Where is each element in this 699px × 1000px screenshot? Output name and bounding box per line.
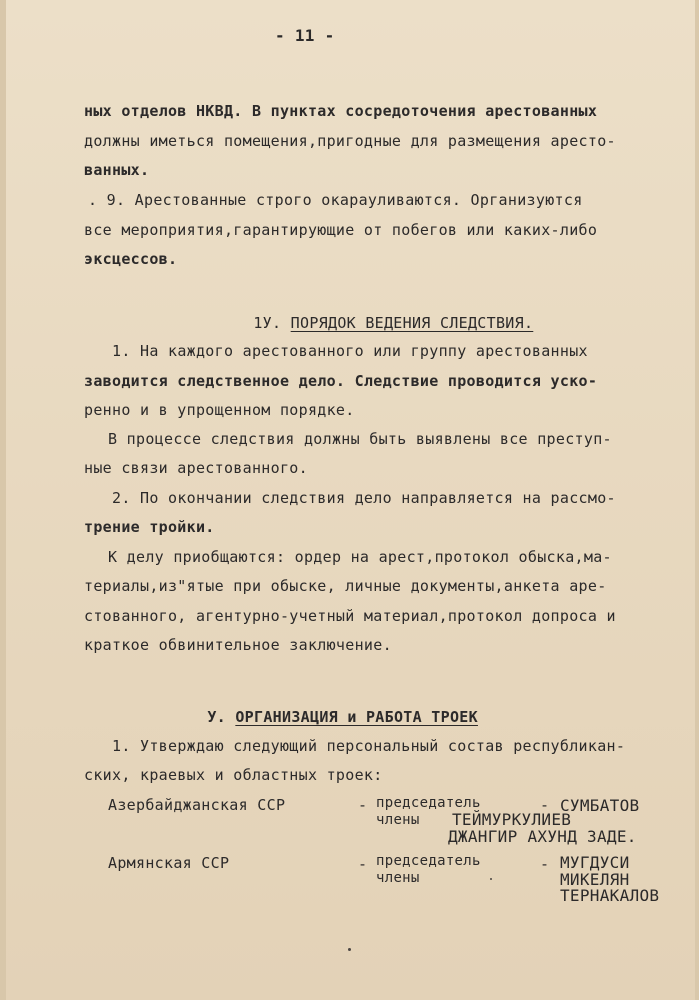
role-members: члены <box>376 812 420 828</box>
chair-name: МУГДУСИ <box>560 853 630 872</box>
text-line: ные связи арестованного. <box>84 459 308 477</box>
text-line: териалы,из"ятые при обыске, личные документы,анкета аре- <box>84 577 607 595</box>
republic-name: Армянская ССР <box>108 854 230 872</box>
page-left-edge <box>0 0 6 1000</box>
text-line: все мероприятия,гарантирующие от побегов или каких-либо <box>84 221 598 239</box>
republic-name: Азербайджанская ССР <box>108 796 286 814</box>
text-line: 1. Утверждаю следующий персональный состав республикан- <box>112 737 626 755</box>
section-title: ПОРЯДОК ВЕДЕНИЯ СЛЕДСТВИЯ. <box>290 314 534 332</box>
role-chair: председатель <box>376 795 481 811</box>
text-line: должны иметься помещения,пригодные для размещения аресто- <box>84 132 616 150</box>
text-line: 1. На каждого арестованного или группу арестованных <box>112 342 588 360</box>
text-line: 2. По окончании следствия дело направляется на рассмо- <box>112 489 616 507</box>
text-line: . 9. Арестованные строго окарауливаются. Организуются <box>88 191 583 209</box>
role-chair: председатель <box>376 853 481 869</box>
section-number: У. <box>207 708 226 726</box>
role-members: члены <box>376 870 420 886</box>
text-line: эксцессов. <box>84 250 178 268</box>
text-line: К делу приобщаются: ордер на арест,протокол обыска,ма- <box>108 548 612 566</box>
page-number: - 11 - <box>275 26 335 45</box>
ink-speck <box>490 878 492 880</box>
text-line: ванных. <box>84 161 150 179</box>
text-line: заводится следственное дело. Следствие проводится уско- <box>84 372 598 390</box>
member-name: ТЕЙМУРКУЛИЕВ <box>452 810 572 829</box>
member-name: МИКЕЛЯН <box>560 870 630 889</box>
member-name: ТЕРНАКАЛОВ <box>560 886 660 905</box>
section-heading-v <box>170 690 478 744</box>
dash: - <box>358 855 368 873</box>
text-line: ных отделов НКВД. В пунктах сосредоточения арестованных <box>84 102 598 120</box>
section-title: ОРГАНИЗАЦИЯ и РАБОТА ТРОЕК <box>235 708 478 726</box>
page-right-edge <box>695 0 699 1000</box>
text-line: трение тройки. <box>84 518 215 536</box>
text-line: краткое обвинительное заключение. <box>84 636 392 654</box>
text-line: ских, краевых и областных троек: <box>84 766 383 784</box>
text-line: ренно и в упрощенном порядке. <box>84 401 355 419</box>
text-line: В процессе следствия должны быть выявлены все преступ- <box>108 430 612 448</box>
text-line: стованного, агентурно-учетный материал,протокол допроса и <box>84 607 616 625</box>
chair-name: СУМБАТОВ <box>560 796 640 815</box>
dash: - <box>540 796 550 814</box>
dash: - <box>540 855 550 873</box>
dash: - <box>358 796 368 814</box>
ink-speck <box>348 948 351 951</box>
member-name: ДЖАНГИР АХУНД ЗАДЕ. <box>448 827 637 846</box>
section-number: 1У. <box>253 314 282 332</box>
